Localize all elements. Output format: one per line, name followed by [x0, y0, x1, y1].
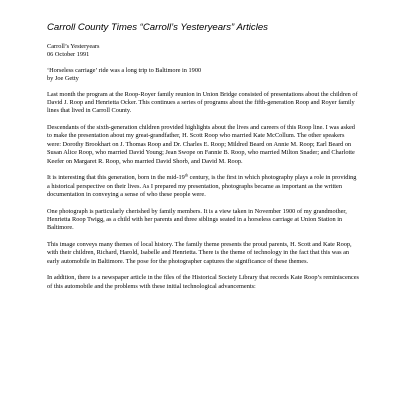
- paragraph-6: In addition, there is a newspaper article in the files of the Historical Society Library that records Kate Roop’s reminiscences of this automobile and the problems with these initial technological advancements:: [47, 274, 359, 290]
- paragraph-3-end: century, is the first in which photography plays a role in providing a historical perspective on their lives. As I prepared my presentation, photographs became as important as the written documentation in conveying a sense of who these people were.: [47, 174, 357, 199]
- article-headline: ‘Horseless carriage’ ride was a long trip to Baltimore in 1900: [47, 66, 202, 74]
- paragraph-2: Descendants of the sixth-generation children provided highlights about the lives and careers of this Roop line. I was asked to make the presentation about my great-grandfather, H. Scott Roop who married Kate McCollum. The other speakers were: Dorothy Brookhart on J. Thomas Roop and Dr. Charles E. Roop; Mildred Beard on Annie M. Roop; Earl Beard on Susan Alice Roop, who married David Young; Jean Swope on Fannie B. Roop, who married Milton Snader; and Charlotte Keefer on Margaret R. Roop, who married David Shorb, and David M. Roop.: [47, 124, 355, 165]
- article-date: 06 October 1991: [47, 51, 90, 59]
- document-title: Carroll County Times “Carroll’s Yesteryears” Articles: [47, 22, 268, 33]
- series-name: Carroll’s Yesteryears: [47, 43, 100, 50]
- paragraph-3-start: It is interesting that this generation, born in the mid-19: [47, 174, 185, 182]
- article-headline-block: [47, 67, 359, 84]
- paragraph-3: [47, 174, 359, 199]
- paragraph-5: This image conveys many themes of local history. The family theme presents the proud parents, H. Scott and Kate Roop, with their children, Richard, Harold, Isabelle and Henrietta. There is the theme of technology in the fact that this was an early automobile in Baltimore. The pose for the photographer captures the significance of these themes.: [47, 241, 352, 265]
- ordinal-suffix: th: [184, 172, 189, 178]
- article-header: [47, 43, 359, 60]
- paragraph-1: Last month the program at the Roop-Royer family reunion in Union Bridge consisted of presentations about the children of David J. Roop and Henrietta Ocker. This continues a series of programs about the fifth-generation Roop and Royer family lines that lived in Carroll County.: [47, 90, 358, 115]
- document-page: [47, 22, 359, 299]
- paragraph-4: One photograph is particularly cherished by family members. It is a view taken in November 1900 of my grandmother, Henrietta Roop Twigg, as a child with her parents and three siblings seated in a horseless carriage at Union Station in Baltimore.: [47, 207, 347, 232]
- article-byline: by Joe Getty: [47, 75, 79, 83]
